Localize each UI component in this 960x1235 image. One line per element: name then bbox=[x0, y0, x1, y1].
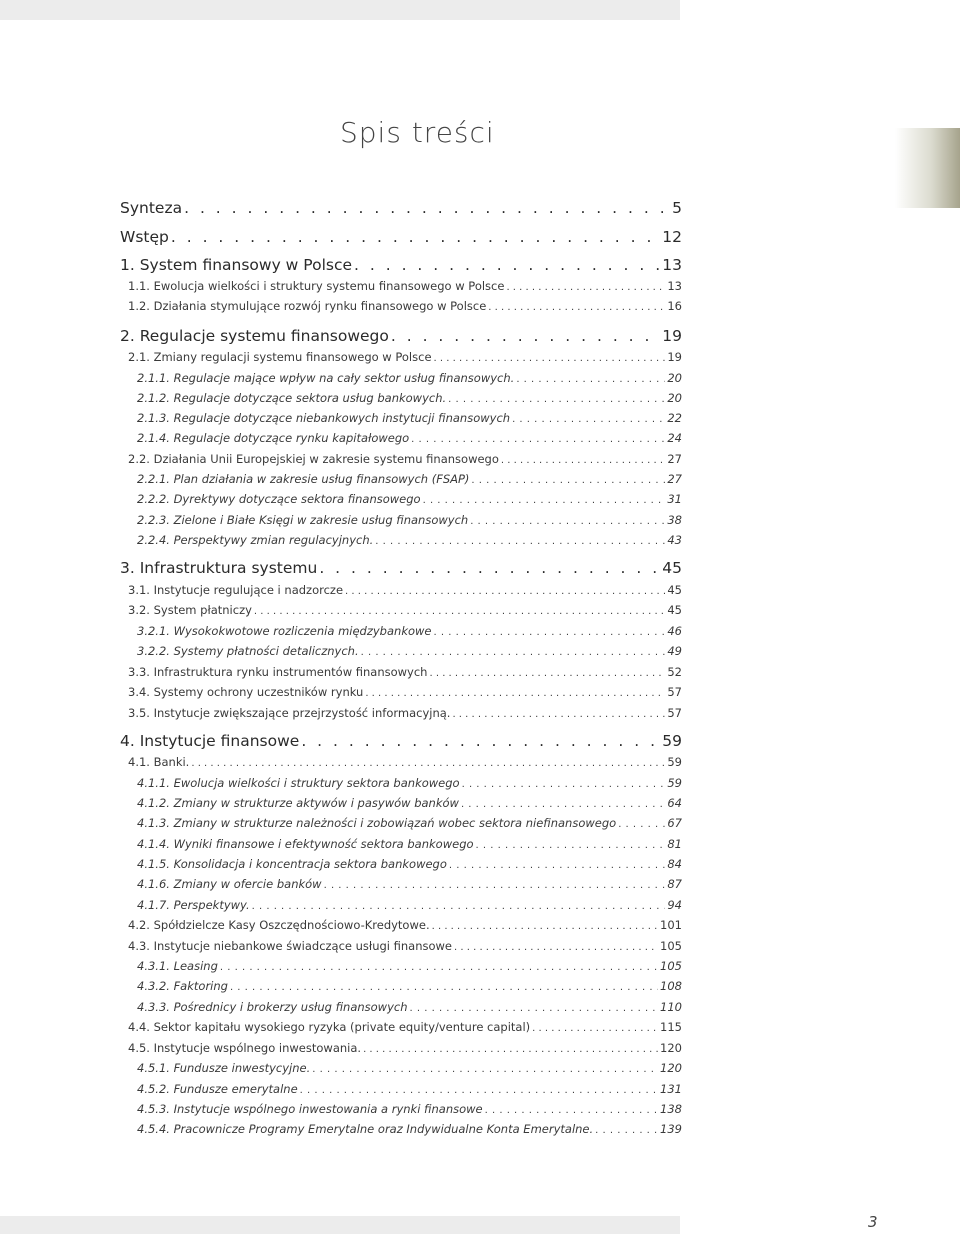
toc-entry-page: 120 bbox=[660, 1041, 682, 1055]
toc-entry[interactable] bbox=[137, 533, 682, 547]
toc-entry-page: 115 bbox=[660, 1020, 682, 1034]
toc-leader-dots bbox=[230, 982, 658, 993]
toc-entry-page: 45 bbox=[667, 583, 682, 597]
toc-entry[interactable] bbox=[137, 391, 682, 405]
toc-leader-dots bbox=[506, 282, 665, 293]
toc-leader-dots bbox=[476, 840, 666, 851]
toc-entry[interactable] bbox=[137, 1061, 682, 1075]
toc-entry-label: 4.5.4. Pracownicze Programy Emerytalne oraz Indywidualne Konta Emerytalne. bbox=[137, 1122, 594, 1136]
toc-entry-page: 105 bbox=[660, 939, 682, 953]
toc-entry-page: 16 bbox=[667, 299, 682, 313]
toc-entry-label: 4.1.7. Perspektywy. bbox=[137, 898, 250, 912]
toc-entry[interactable] bbox=[128, 706, 682, 720]
toc-entry[interactable] bbox=[120, 732, 682, 750]
toc-leader-dots bbox=[488, 302, 665, 313]
side-tab-decoration bbox=[895, 128, 960, 208]
toc-leader-dots bbox=[471, 475, 665, 486]
toc-entry[interactable] bbox=[137, 1000, 682, 1014]
toc-entry-label: 2.1.4. Regulacje dotyczące rynku kapitałowego bbox=[137, 431, 410, 445]
toc-entry[interactable] bbox=[137, 431, 682, 445]
toc-entry[interactable] bbox=[137, 411, 682, 425]
toc-entry-label: 4.2. Spółdzielcze Kasy Oszczędnościowo-Kredytowe. bbox=[128, 918, 430, 932]
toc-entry-label: 3.5. Instytucje zwiększające przejrzystość informacyjną. bbox=[128, 706, 451, 720]
toc-entry[interactable] bbox=[137, 644, 682, 658]
page-number: 3 bbox=[868, 1213, 878, 1231]
toc-entry[interactable] bbox=[120, 228, 682, 246]
toc-leader-dots bbox=[171, 228, 660, 246]
toc-entry-page: 59 bbox=[667, 776, 682, 790]
toc-entry-label: 4.5. Instytucje wspólnego inwestowania. bbox=[128, 1041, 362, 1055]
toc-leader-dots bbox=[312, 1064, 658, 1075]
toc-entry[interactable] bbox=[137, 1102, 682, 1116]
toc-entry-label: 2.2.3. Zielone i Białe Księgi w zakresie usług finansowych bbox=[137, 513, 469, 527]
toc-entry-label: 2.2. Działania Unii Europejskiej w zakresie systemu finansowego bbox=[128, 452, 499, 466]
toc-leader-dots bbox=[432, 921, 658, 932]
toc-entry[interactable] bbox=[128, 603, 682, 617]
toc-entry[interactable] bbox=[137, 857, 682, 871]
toc-leader-dots bbox=[423, 495, 666, 506]
toc-entry-label: 1.1. Ewolucja wielkości i struktury systemu finansowego w Polsce bbox=[128, 279, 505, 293]
toc-entry-label: 4.1.2. Zmiany w strukturze aktywów i pasywów banków bbox=[137, 796, 459, 810]
toc-entry-page: 5 bbox=[672, 199, 682, 217]
toc-leader-dots bbox=[411, 434, 665, 445]
toc-entry[interactable] bbox=[128, 1041, 682, 1055]
toc-entry-page: 139 bbox=[660, 1122, 682, 1136]
toc-entry-label: 2. Regulacje systemu finansowego bbox=[120, 327, 389, 345]
toc-leader-dots bbox=[324, 880, 666, 891]
toc-entry-page: 13 bbox=[662, 256, 682, 274]
toc-leader-dots bbox=[448, 394, 665, 405]
toc-entry-label: Wstęp bbox=[120, 228, 169, 246]
toc-entry-page: 22 bbox=[667, 411, 682, 425]
toc-leader-dots bbox=[410, 1003, 659, 1014]
toc-leader-dots bbox=[434, 353, 666, 364]
toc-entry[interactable] bbox=[120, 199, 682, 217]
toc-entry[interactable] bbox=[137, 837, 682, 851]
toc-entry[interactable] bbox=[128, 279, 682, 293]
toc-entry-page: 43 bbox=[667, 533, 682, 547]
toc-entry[interactable] bbox=[128, 452, 682, 466]
toc-entry[interactable] bbox=[120, 327, 682, 345]
toc-leader-dots bbox=[532, 1023, 658, 1034]
toc-entry-page: 101 bbox=[660, 918, 682, 932]
toc-entry[interactable] bbox=[128, 918, 682, 932]
toc-leader-dots bbox=[429, 668, 665, 679]
toc-entry-page: 52 bbox=[667, 665, 682, 679]
toc-leader-dots bbox=[220, 962, 658, 973]
toc-entry-label: 4.1. Banki. bbox=[128, 755, 190, 769]
toc-entry-label: 3.3. Infrastruktura rynku instrumentów finansowych bbox=[128, 665, 428, 679]
toc-leader-dots bbox=[434, 627, 666, 638]
toc-entry[interactable] bbox=[137, 816, 682, 830]
toc-entry[interactable] bbox=[137, 1122, 682, 1136]
toc-entry-label: 3.2. System płatniczy bbox=[128, 603, 252, 617]
toc-entry-page: 131 bbox=[660, 1082, 682, 1096]
toc-entry-page: 110 bbox=[660, 1000, 682, 1014]
toc-entry-page: 38 bbox=[667, 513, 682, 527]
toc-entry[interactable] bbox=[137, 371, 682, 385]
toc-entry-page: 31 bbox=[667, 492, 682, 506]
toc-entry-page: 105 bbox=[660, 959, 682, 973]
toc-leader-dots bbox=[301, 732, 660, 750]
toc-leader-dots bbox=[461, 799, 665, 810]
toc-entry-page: 84 bbox=[667, 857, 682, 871]
toc-entry-page: 57 bbox=[667, 685, 682, 699]
toc-entry[interactable] bbox=[120, 256, 682, 274]
toc-entry-label: 2.1.2. Regulacje dotyczące sektora usług bankowych. bbox=[137, 391, 447, 405]
toc-leader-dots bbox=[254, 606, 665, 617]
toc-entry-page: 64 bbox=[667, 796, 682, 810]
toc-entry-page: 45 bbox=[662, 559, 682, 577]
toc-entry[interactable] bbox=[137, 959, 682, 973]
bottom-decorative-band bbox=[0, 1216, 680, 1234]
toc-entry-label: 4.3. Instytucje niebankowe świadczące usługi finansowe bbox=[128, 939, 453, 953]
toc-entry-label: 4.3.2. Faktoring bbox=[137, 979, 228, 993]
toc-entry-page: 59 bbox=[662, 732, 682, 750]
toc-entry-page: 45 bbox=[667, 603, 682, 617]
toc-leader-dots bbox=[516, 374, 665, 385]
toc-entry-label: 2.2.2. Dyrektywy dotyczące sektora finansowego bbox=[137, 492, 421, 506]
toc-entry[interactable] bbox=[120, 559, 682, 577]
toc-entry-label: Synteza bbox=[120, 199, 183, 217]
toc-entry[interactable] bbox=[128, 1020, 682, 1034]
toc-entry-label: 2.2.4. Perspektywy zmian regulacyjnych. bbox=[137, 533, 374, 547]
toc-entry-page: 87 bbox=[667, 877, 682, 891]
toc-entry[interactable] bbox=[128, 665, 682, 679]
toc-entry-page: 120 bbox=[660, 1061, 682, 1075]
toc-leader-dots bbox=[363, 1044, 658, 1055]
toc-entry-page: 138 bbox=[660, 1102, 682, 1116]
toc-entry-page: 57 bbox=[667, 706, 682, 720]
toc-entry-page: 13 bbox=[667, 279, 682, 293]
toc-entry-label: 4.1.1. Ewolucja wielkości i struktury sektora bankowego bbox=[137, 776, 460, 790]
toc-entry-label: 1. System finansowy w Polsce bbox=[120, 256, 353, 274]
toc-entry[interactable] bbox=[128, 299, 682, 313]
toc-entry-page: 20 bbox=[667, 371, 682, 385]
toc-entry-label: 2.1. Zmiany regulacji systemu finansowego w Polsce bbox=[128, 350, 432, 364]
toc-leader-dots bbox=[501, 455, 665, 466]
toc-leader-dots bbox=[319, 559, 660, 577]
toc-leader-dots bbox=[365, 688, 665, 699]
toc-leader-dots bbox=[454, 942, 658, 953]
toc-entry-page: 108 bbox=[660, 979, 682, 993]
toc-entry-label: 2.1.1. Regulacje mające wpływ na cały sektor usług finansowych. bbox=[137, 371, 515, 385]
toc-entry-label: 3.4. Systemy ochrony uczestników rynku bbox=[128, 685, 364, 699]
toc-entry[interactable] bbox=[137, 877, 682, 891]
toc-leader-dots bbox=[354, 256, 660, 274]
toc-entry-page: 49 bbox=[667, 644, 682, 658]
toc-entry-label: 4.5.1. Fundusze inwestycyjne. bbox=[137, 1061, 311, 1075]
toc-entry[interactable] bbox=[137, 898, 682, 912]
toc-leader-dots bbox=[452, 709, 665, 720]
toc-entry[interactable] bbox=[137, 1082, 682, 1096]
toc-entry-page: 46 bbox=[667, 624, 682, 638]
toc-entry-page: 20 bbox=[667, 391, 682, 405]
toc-entry-label: 4.5.3. Instytucje wspólnego inwestowania a rynki finansowe bbox=[137, 1102, 483, 1116]
toc-entry-page: 24 bbox=[667, 431, 682, 445]
toc-entry[interactable] bbox=[137, 796, 682, 810]
toc-entry-page: 81 bbox=[667, 837, 682, 851]
toc-entry-label: 3.2.2. Systemy płatności detalicznych. bbox=[137, 644, 359, 658]
toc-entry-page: 27 bbox=[667, 472, 682, 486]
toc-entry[interactable] bbox=[137, 979, 682, 993]
toc-leader-dots bbox=[470, 516, 665, 527]
top-decorative-band bbox=[0, 0, 680, 20]
toc-entry[interactable] bbox=[137, 492, 682, 506]
toc-entry[interactable] bbox=[128, 350, 682, 364]
toc-entry-label: 4.3.3. Pośrednicy i brokerzy usług finansowych bbox=[137, 1000, 408, 1014]
toc-leader-dots bbox=[375, 536, 665, 547]
toc-entry-page: 19 bbox=[662, 327, 682, 345]
toc-entry-page: 59 bbox=[667, 755, 682, 769]
toc-leader-dots bbox=[485, 1105, 658, 1116]
toc-entry[interactable] bbox=[128, 939, 682, 953]
toc-entry[interactable] bbox=[137, 513, 682, 527]
toc-entry-label: 4.3.1. Leasing bbox=[137, 959, 218, 973]
toc-leader-dots bbox=[462, 779, 666, 790]
toc-entry-label: 4.1.3. Zmiany w strukturze należności i zobowiązań wobec sektora niefinansowego bbox=[137, 816, 617, 830]
toc-entry[interactable] bbox=[128, 685, 682, 699]
toc-entry-label: 2.2.1. Plan działania w zakresie usług finansowych (FSAP) bbox=[137, 472, 470, 486]
toc-entry-label: 4.1.4. Wyniki finansowe i efektywność sektora bankowego bbox=[137, 837, 474, 851]
toc-leader-dots bbox=[512, 414, 665, 425]
toc-entry[interactable] bbox=[137, 776, 682, 790]
toc-entry[interactable] bbox=[137, 624, 682, 638]
toc-leader-dots bbox=[252, 901, 666, 912]
page-title: Spis treści bbox=[340, 116, 495, 149]
toc-entry[interactable] bbox=[137, 472, 682, 486]
toc-entry-page: 94 bbox=[667, 898, 682, 912]
toc-leader-dots bbox=[361, 647, 666, 658]
toc-entry-label: 1.2. Działania stymulujące rozwój rynku finansowego w Polsce bbox=[128, 299, 487, 313]
toc-entry-page: 19 bbox=[667, 350, 682, 364]
toc-entry-page: 27 bbox=[667, 452, 682, 466]
toc-entry[interactable] bbox=[128, 583, 682, 597]
toc-entry-label: 4.5.2. Fundusze emerytalne bbox=[137, 1082, 298, 1096]
toc-leader-dots bbox=[618, 819, 665, 830]
toc-entry-label: 3.1. Instytucje regulujące i nadzorcze bbox=[128, 583, 344, 597]
toc-entry-label: 3.2.1. Wysokokwotowe rozliczenia międzybankowe bbox=[137, 624, 432, 638]
toc-entry-page: 67 bbox=[667, 816, 682, 830]
toc-entry[interactable] bbox=[128, 755, 682, 769]
toc-leader-dots bbox=[191, 758, 665, 769]
toc-leader-dots bbox=[449, 860, 665, 871]
toc-entry-label: 4.1.5. Konsolidacja i koncentracja sektora bankowego bbox=[137, 857, 447, 871]
toc-entry-page: 12 bbox=[662, 228, 682, 246]
toc-leader-dots bbox=[595, 1125, 658, 1136]
toc-leader-dots bbox=[345, 586, 665, 597]
toc-entry-label: 4.4. Sektor kapitału wysokiego ryzyka (private equity/venture capital) bbox=[128, 1020, 531, 1034]
toc-entry-label: 2.1.3. Regulacje dotyczące niebankowych instytucji finansowych bbox=[137, 411, 511, 425]
toc-entry-label: 3. Infrastruktura systemu bbox=[120, 559, 318, 577]
toc-entry-label: 4.1.6. Zmiany w ofercie banków bbox=[137, 877, 322, 891]
toc-entry-label: 4. Instytucje finansowe bbox=[120, 732, 300, 750]
toc-leader-dots bbox=[300, 1085, 658, 1096]
toc-leader-dots bbox=[391, 327, 660, 345]
toc-leader-dots bbox=[184, 199, 670, 217]
